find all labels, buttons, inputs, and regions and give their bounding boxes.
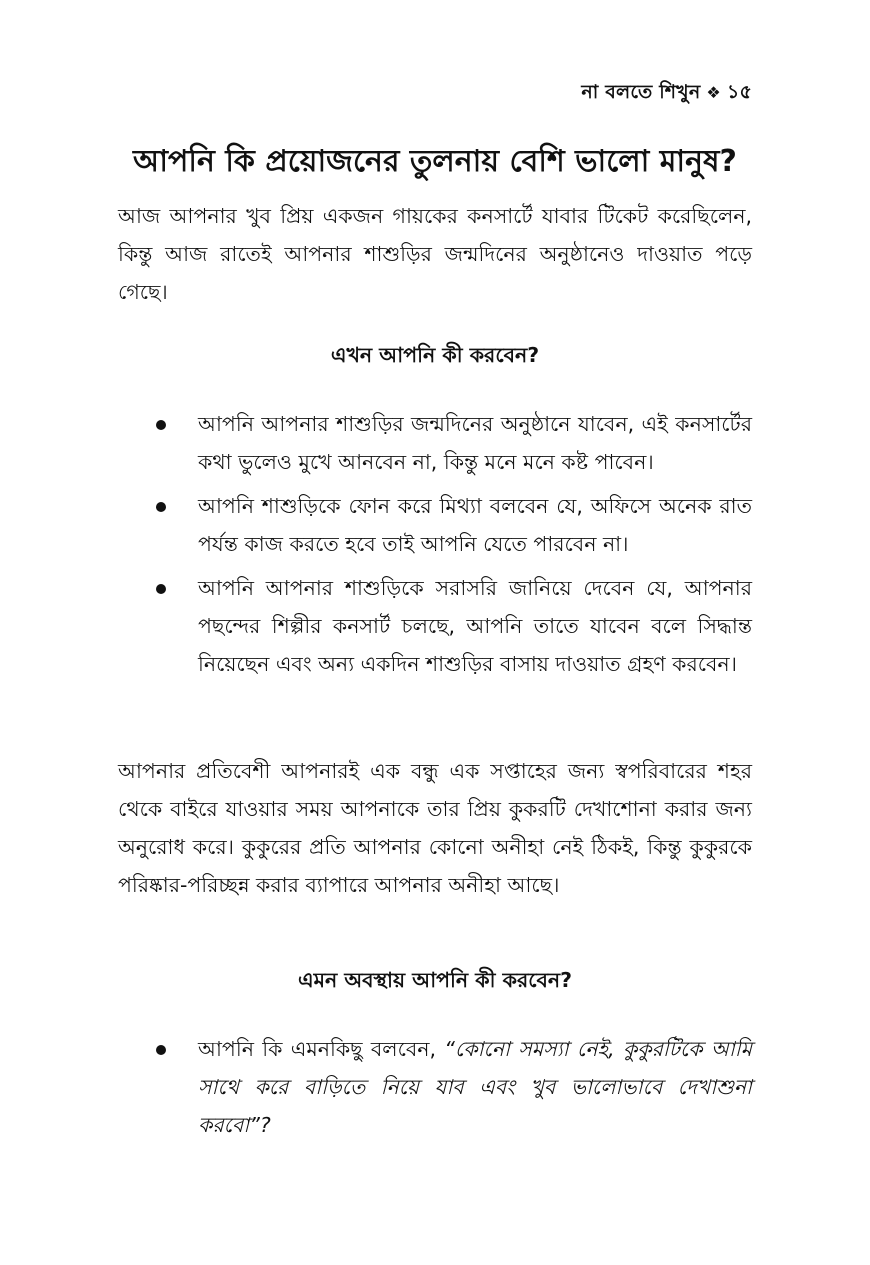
separator-ornament: ❖ (706, 83, 721, 102)
option-lead-text: আপনি কি এমনকিছু বলবেন, (198, 1037, 445, 1061)
scenario-paragraph-1: আজ আপনার খুব প্রিয় একজন গায়কের কনসার্টে যাবার টিকেট করেছিলেন, কিন্তু আজ রাতেই আপনার শাশুড়ির জন্মদিনের অনুষ্ঠানেও দাওয়াত পড়ে গেছে। (118, 204, 752, 304)
page-number: ১৫ (726, 81, 752, 103)
options-list-2 (118, 1030, 752, 1150)
question-1: এখন আপনি কী করবেন? (330, 343, 540, 367)
bullet-icon (156, 584, 166, 594)
option-text: আপনি আপনার শাশুড়ির জন্মদিনের অনুষ্ঠানে যাবেন, এই কনসার্টের কথা ভুলেও মুখে আনবেন না, কিন্তু মনে মনে কষ্ট পাবেন। (198, 412, 752, 474)
section-title: আপনি কি প্রয়োজনের তুলনায় বেশি ভালো মানুষ? (133, 144, 737, 180)
bullet-icon (156, 1045, 166, 1055)
book-title: না বলতে শিখুন (581, 81, 701, 103)
bullet-icon (156, 420, 166, 430)
scenario-paragraph-2: আপনার প্রতিবেশী আপনারই এক বন্ধু এক সপ্তাহের জন্য স্বপরিবারের শহর থেকে বাইরে যাওয়ার সময় আপনাকে তার প্রিয় কুকরটি দেখাশোনা করার জন্য অনুরোধ করে। কুকুরের প্রতি আপনার কোনো অনীহা নেই ঠিকই, কিন্তু কুকুরকে পরিষ্কার-পরিচ্ছন্ন করার ব্যাপারে আপনার অনীহা আছে। (118, 759, 752, 897)
options-list-1 (118, 405, 752, 689)
option-text: আপনি শাশুড়িকে ফোন করে মিথ্যা বলবেন যে, অফিসে অনেক রাত পর্যন্ত কাজ করতে হবে তাই আপনি যেতে পারবেন না। (198, 494, 752, 556)
question-2: এমন অবস্থায় আপনি কী করবেন? (297, 968, 573, 992)
list-item (118, 487, 752, 563)
running-header (581, 78, 752, 110)
list-item (118, 1030, 752, 1144)
option-quote-text: “কোনো সমস্যা নেই, কুকুরটিকে আমি সাথে করে বাড়িতে নিয়ে যাব এবং খুব ভালোভাবে দেখাশুনা করবো”? (198, 1037, 752, 1137)
list-item (118, 569, 752, 683)
option-text: আপনি আপনার শাশুড়িকে সরাসরি জানিয়ে দেবেন যে, আপনার পছন্দের শিল্পীর কনসার্ট চলছে, আপনি তাতে যাবেন বলে সিদ্ধান্ত নিয়েছেন এবং অন্য একদিন শাশুড়ির বাসায় দাওয়াত গ্রহণ করবেন। (198, 576, 752, 676)
list-item (118, 405, 752, 481)
bullet-icon (156, 502, 166, 512)
